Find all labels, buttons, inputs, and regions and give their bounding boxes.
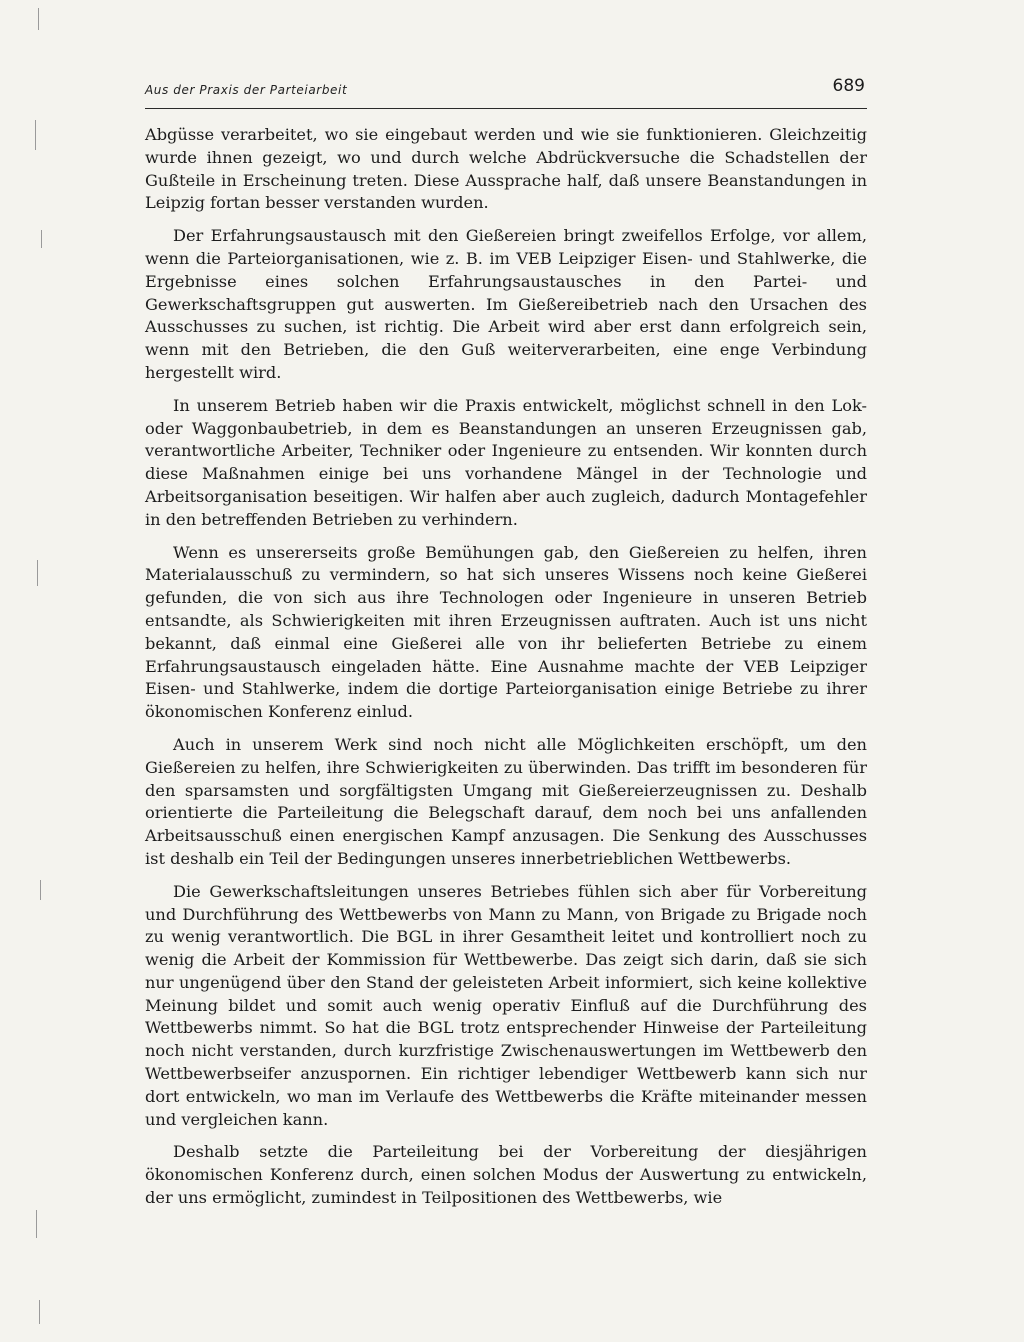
paragraph: Deshalb setzte die Parteileitung bei der Vorbereitung der diesjährigen ökonomischen Konferenz durch, einen solchen Modus der Auswertung zu entwickeln, der uns ermöglicht, zumindest in Teilpositionen des Wettbewerbs, wie: [145, 1142, 867, 1208]
page-header: [145, 74, 867, 109]
paragraph: Die Gewerkschaftsleitungen unseres Betriebes fühlen sich aber für Vorbereitung und Durchführung des Wettbewerbs von Mann zu Mann, von Brigade zu Brigade noch zu wenig verantwortlich. Die BGL in ihrer Gesamtheit leitet und kontrolliert noch zu wenig die Arbeit der Kommission für Wettbewerbe. Das zeigt sich darin, daß sie sich nur ungenügend über den Stand der geleisteten Arbeit informiert, sich keine kollektive Meinung bildet und somit auch wenig operativ Einfluß auf die Durchführung des Wettbewerbs nimmt. So hat die BGL trotz entsprechender Hinweise der Parteileitung noch nicht verstanden, durch kurzfristige Zwischenauswertungen im Wettbewerb den Wettbewerbseifer anzuspornen. Ein richtiger lebendiger Wettbewerb kann sich nur dort entwickeln, wo man im Verlaufe des Wettbewerbs die Kräfte miteinander messen und vergleichen kann.: [145, 881, 867, 1129]
paragraph: Auch in unserem Werk sind noch nicht alle Möglichkeiten erschöpft, um den Gießereien zu helfen, ihre Schwierigkeiten zu überwinden. Das trifft im besonderen für den sparsamsten und sorgfältigsten Umgang mit Gießereierzeugnissen zu. Deshalb orientierte die Parteileitung die Belegschaft darauf, dem noch bei uns anfallenden Arbeitsausschuß einen energischen Kampf anzusagen. Die Senkung des Ausschusses ist deshalb ein Teil der Bedingungen unseres innerbetrieblichen Wettbewerbs.: [145, 734, 867, 868]
page-number: 689: [832, 76, 865, 96]
running-head: Aus der Praxis der Parteiarbeit: [145, 83, 348, 97]
paragraph: Der Erfahrungsaustausch mit den Gießereien bringt zweifellos Erfolge, vor allem, wenn die Parteiorganisationen, wie z. B. im VEB Leipziger Eisen- und Stahlwerke, die Ergebnisse eines solchen Erfahrungsaustausches in den Partei- und Gewerkschaftsgruppen gut auswerten. Im Gießereibetrieb nach den Ursachen des Ausschusses zu suchen, ist richtig. Die Arbeit wird aber erst dann erfolgreich sein, wenn mit den Betrieben, die den Guß weiterverarbeiten, eine enge Verbindung hergestellt wird.: [145, 226, 867, 382]
scan-margin-marks: [30, 0, 60, 1342]
paragraph: In unserem Betrieb haben wir die Praxis entwickelt, möglichst schnell in den Lok- oder Waggonbaubetrieb, in dem es Beanstandungen an unseren Erzeugnissen gab, verantwortliche Arbeiter, Techniker oder Ingenieure zu entsenden. Wir konnten durch diese Maßnahmen einige bei uns vorhandene Mängel in der Technologie und Arbeitsorganisation beseitigen. Wir halfen aber auch zugleich, dadurch Montagefehler in den betreffenden Betrieben zu verhindern.: [145, 395, 867, 529]
paragraph: Wenn es unsererseits große Bemühungen gab, den Gießereien zu helfen, ihren Materialausschuß zu vermindern, so hat sich unseres Wissens noch keine Gießerei gefunden, die von sich aus ihre Technologen oder Ingenieure in unseren Betrieb entsandte, als Schwierigkeiten mit ihren Erzeugnissen auftraten. Auch ist uns nicht bekannt, daß einmal eine Gießerei alle von ihr belieferten Betriebe zu einem Erfahrungsaustausch eingeladen hätte. Eine Ausnahme machte der VEB Leipziger Eisen- und Stahlwerke, indem die dortige Parteiorganisation einige Betriebe zu ihrer ökonomischen Konferenz einlud.: [145, 542, 867, 722]
paragraph: Abgüsse verarbeitet, wo sie eingebaut werden und wie sie funktionieren. Gleichzeitig wurde ihnen gezeigt, wo und durch welche Abdrückversuche die Schadstellen der Gußteile in Erscheinung treten. Diese Aussprache half, daß unsere Beanstandungen in Leipzig fortan besser verstanden wurden.: [145, 125, 867, 213]
body-text: [145, 124, 867, 1210]
